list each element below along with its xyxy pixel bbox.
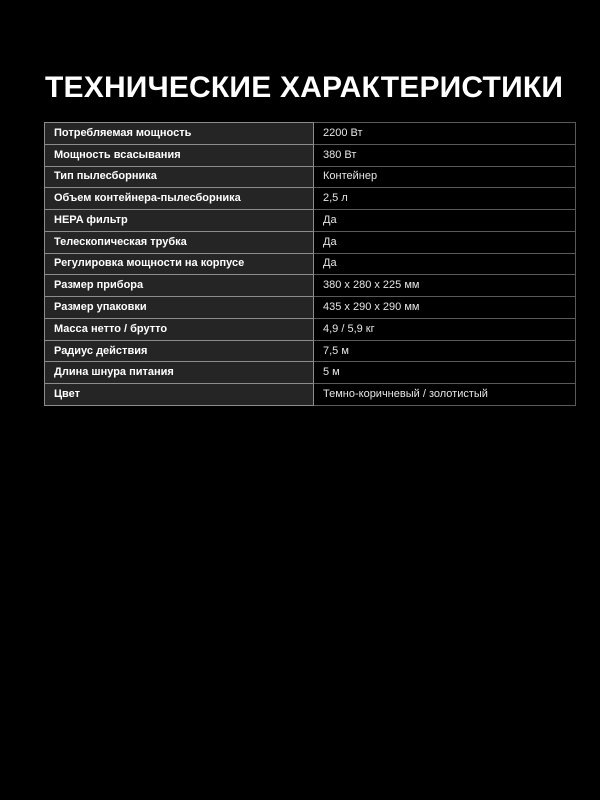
spec-name-cell: Объем контейнера-пылесборника [45, 188, 314, 210]
spec-value-cell: Контейнер [314, 166, 576, 188]
spec-name-cell: HEPA фильтр [45, 210, 314, 232]
table-row [45, 231, 576, 253]
spec-value-cell: 380 x 280 x 225 мм [314, 275, 576, 297]
spec-name-cell: Регулировка мощности на корпусе [45, 253, 314, 275]
table-row [45, 210, 576, 232]
spec-value-cell: 435 x 290 x 290 мм [314, 297, 576, 319]
table-row [45, 362, 576, 384]
spec-name-cell: Потребляемая мощность [45, 123, 314, 145]
spec-name-cell: Телескопическая трубка [45, 231, 314, 253]
spec-value-cell: Да [314, 210, 576, 232]
spec-name-cell: Размер упаковки [45, 297, 314, 319]
specifications-table-body [45, 123, 576, 406]
spec-name-cell: Длина шнура питания [45, 362, 314, 384]
table-row [45, 275, 576, 297]
spec-name-cell: Мощность всасывания [45, 144, 314, 166]
spec-name-cell: Радиус действия [45, 340, 314, 362]
table-row [45, 188, 576, 210]
page-title: ТЕХНИЧЕСКИЕ ХАРАКТЕРИСТИКИ [45, 71, 564, 104]
spec-name-cell: Тип пылесборника [45, 166, 314, 188]
spec-name-cell: Масса нетто / брутто [45, 318, 314, 340]
spec-value-cell: 2200 Вт [314, 123, 576, 145]
spec-value-cell: 7,5 м [314, 340, 576, 362]
spec-value-cell: Да [314, 231, 576, 253]
spec-name-cell: Размер прибора [45, 275, 314, 297]
table-row [45, 384, 576, 406]
spec-value-cell: Да [314, 253, 576, 275]
table-row [45, 166, 576, 188]
spec-value-cell: 5 м [314, 362, 576, 384]
table-row [45, 297, 576, 319]
table-row [45, 144, 576, 166]
table-row [45, 340, 576, 362]
spec-value-cell: 2,5 л [314, 188, 576, 210]
table-row [45, 318, 576, 340]
spec-value-cell: 380 Вт [314, 144, 576, 166]
specifications-table [44, 122, 576, 406]
spec-value-cell: Темно-коричневый / золотистый [314, 384, 576, 406]
spec-name-cell: Цвет [45, 384, 314, 406]
table-row [45, 253, 576, 275]
table-row [45, 123, 576, 145]
spec-value-cell: 4,9 / 5,9 кг [314, 318, 576, 340]
